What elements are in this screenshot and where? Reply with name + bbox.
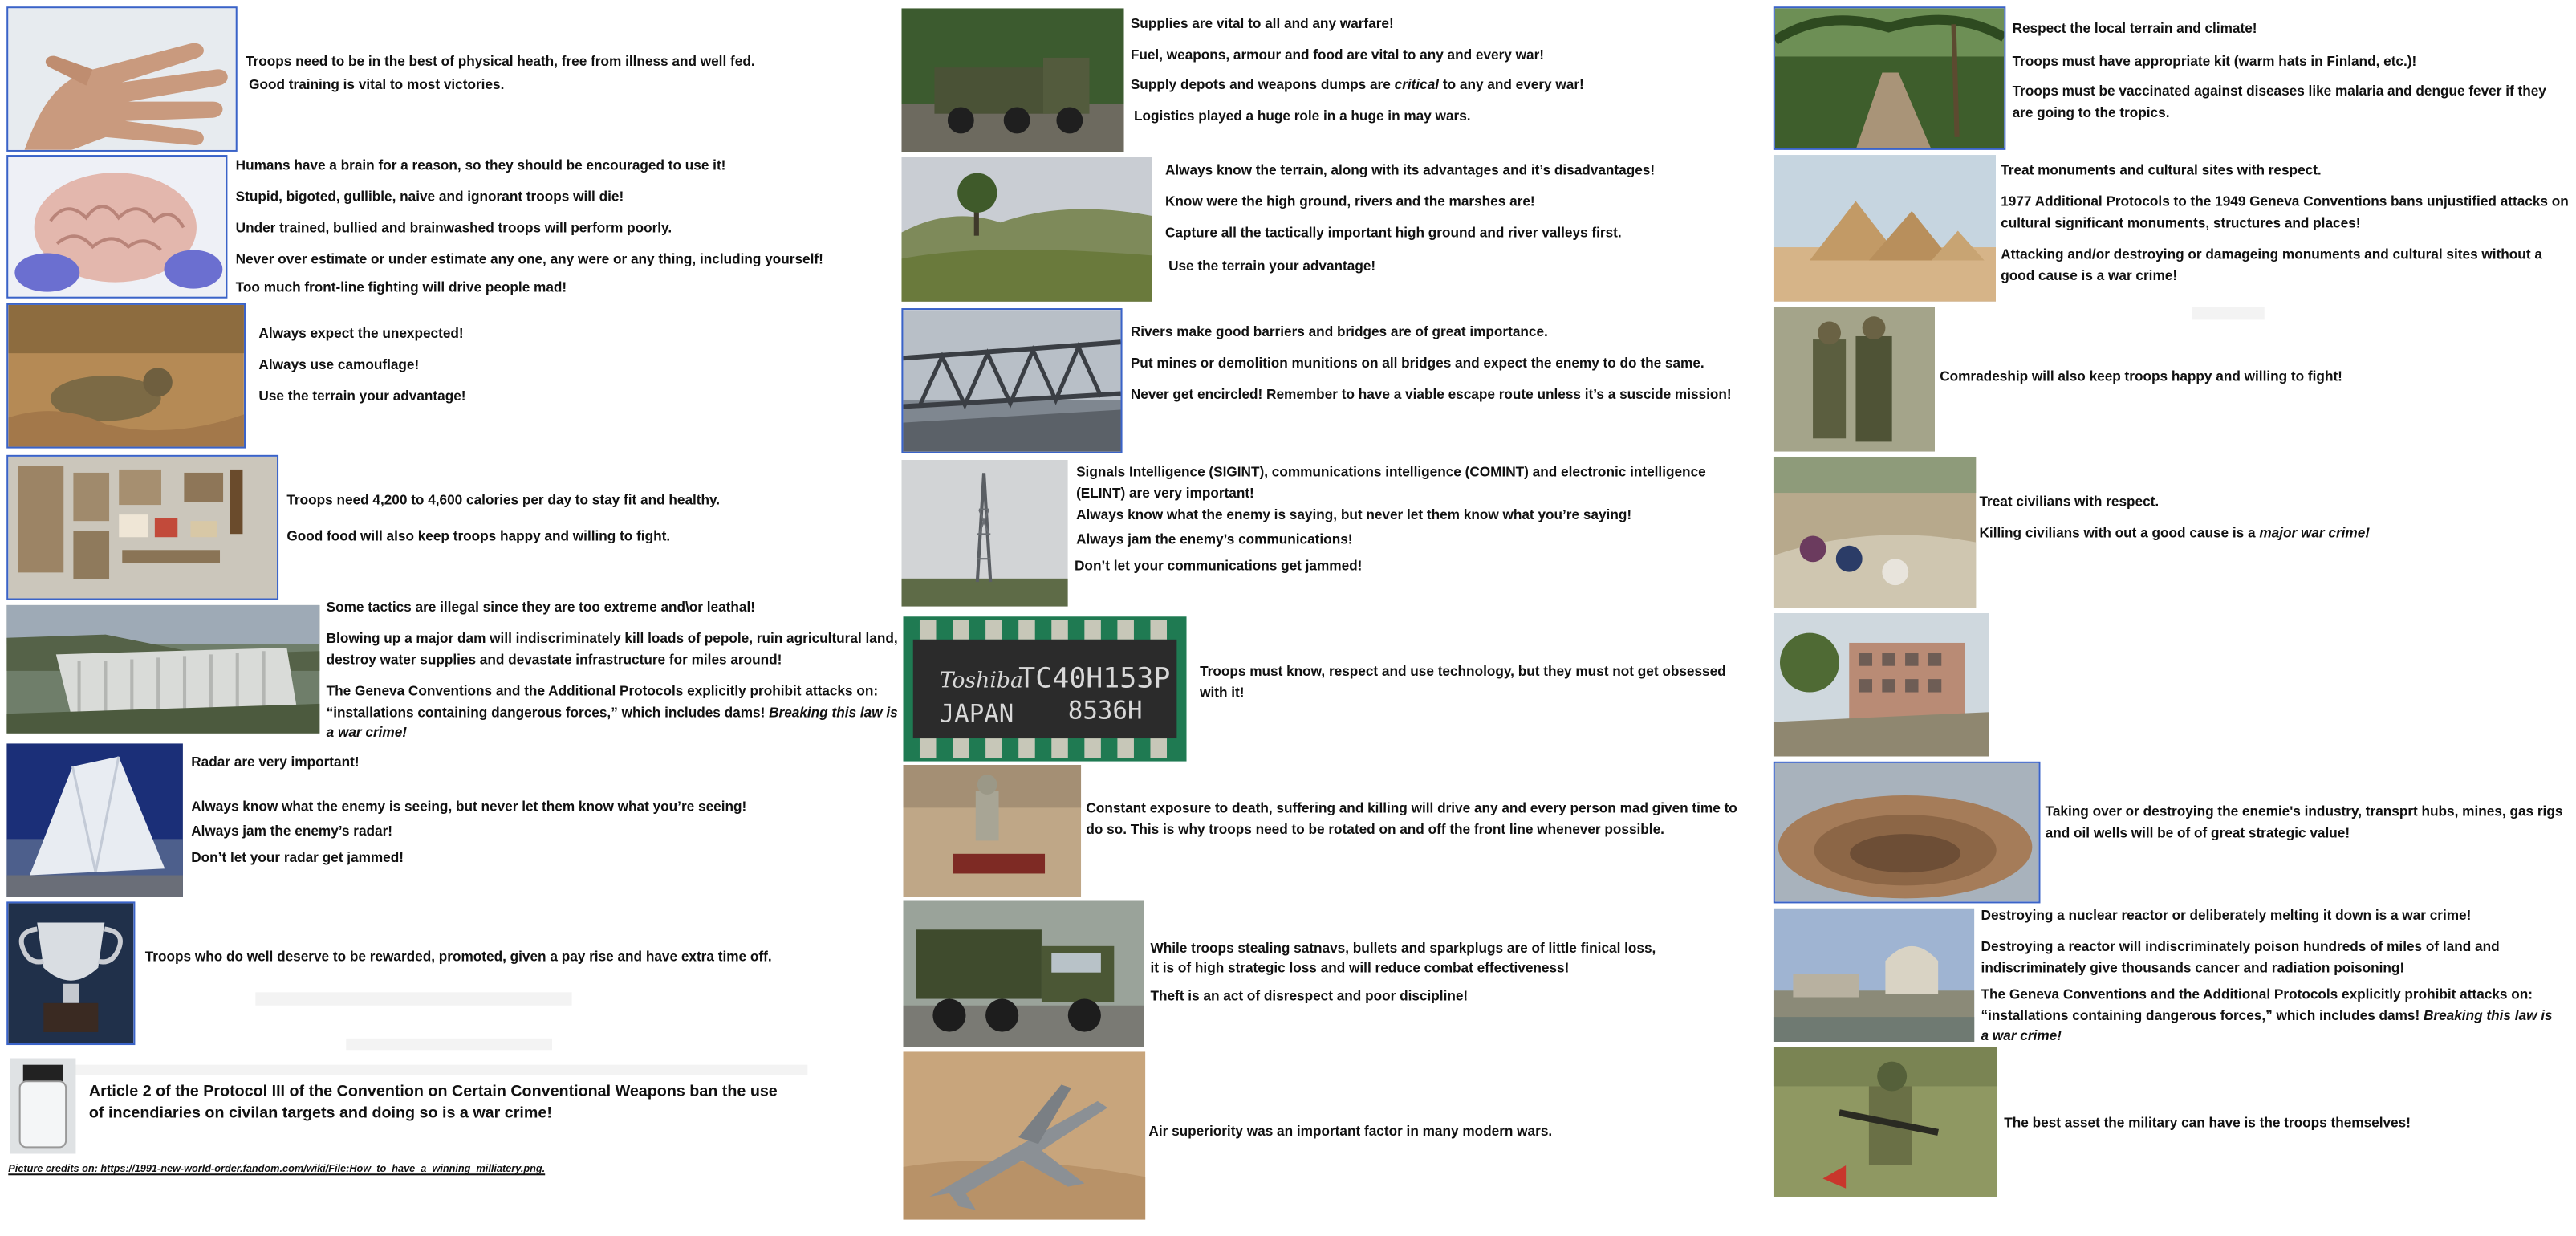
truck-text-1: Supplies are vital to all and any warfare!: [1130, 14, 1394, 32]
ruined-building-photo: [1774, 613, 1989, 757]
hand-text-1: Troops need to be in the best of physical heath, free from illness and well fed.: [246, 52, 755, 70]
jungle-text-3: Troops must be vaccinated against diseases like malaria and dengue fever if they are going to the tropics.: [2012, 82, 2546, 120]
truck-text-4: Logistics played a huge role in a huge in may wars.: [1133, 107, 1471, 124]
truck-text-3a: Supply depots and weapons dumps are: [1130, 75, 1395, 93]
food-text-2: Good food will also keep troops happy and willing to fight.: [286, 527, 671, 544]
hand-photo: [6, 6, 238, 152]
civilians-text-1: Treat civilians with respect.: [1979, 493, 2160, 510]
civilians-text-2: [1979, 522, 2370, 543]
pyramids-photo: [1774, 155, 1996, 302]
jungle-text-1: Respect the local terrain and climate!: [2012, 19, 2257, 37]
nuclear-reactor-photo: [1774, 909, 1975, 1042]
brain-text-4: Never over estimate or under estimate any one, any were or any thing, including yourself!: [235, 250, 823, 267]
camo-text-1: Always expect the unexpected!: [258, 324, 464, 342]
soldier-casualty-photo: [903, 765, 1081, 897]
jungle-text-2: Troops must have appropriate kit (warm hats in Finland, etc.)!: [2012, 52, 2417, 70]
trophy-photo: [6, 901, 135, 1045]
radar-dome-photo: [6, 743, 183, 897]
reactor-text-1: Destroying a nuclear reactor or deliberately melting it down is a war crime!: [1981, 906, 2472, 924]
truck-text-3: [1131, 74, 1584, 95]
dam-text-2: Blowing up a major dam will indiscriminately kill loads of pepole, ruin agricultural land, destroy water supplies and devastate infrastructure for miles around!: [326, 629, 898, 667]
radar-text-3: Always jam the enemy’s radar!: [191, 822, 393, 840]
comrades-text-1: Comradeship will also keep troops happy and willing to fight!: [1940, 367, 2342, 384]
camo-text-2: Always use camouflage!: [258, 356, 420, 373]
hill-text-4: Use the terrain your advantage!: [1168, 257, 1376, 274]
faded-bar-3: [50, 1065, 808, 1075]
radio-mast-photo: [901, 460, 1067, 607]
lorry-text-1: While troops stealing satnavs, bullets and sparkplugs are of little finical loss,: [1150, 939, 1656, 957]
hill-terrain-photo: [901, 157, 1152, 302]
mast-text-3: Always jam the enemy’s communications!: [1076, 531, 1353, 547]
incendiary-jar-photo: [10, 1058, 75, 1153]
pyramids-text-1: Treat monuments and cultural sites with respect.: [2001, 161, 2322, 178]
jar-text-1: Article 2 of the Protocol III of the Convention on Certain Conventional Weapons ban the use of incendiaries on civilan targets and doing so is a war crime!: [88, 1083, 778, 1124]
chip-code: TC40H153P: [1018, 662, 1171, 696]
bridge-text-3: Never get encircled! Remember to have a viable escape route unless it’s a suscide mission!: [1130, 385, 1732, 403]
radar-text-4: Don’t let your radar get jammed!: [191, 848, 404, 866]
hill-text-3: Capture all the tactically important high ground and river valleys first.: [1164, 224, 1622, 241]
dam-text-3: [327, 681, 900, 743]
civilians-text-2-plain: Killing civilians with out a good cause is a: [1979, 524, 2260, 541]
mast-text-2: Always know what the enemy is saying, but never let them know what you’re saying!: [1076, 506, 1632, 523]
brain-text-5: Too much front-line fighting will drive people mad!: [235, 279, 567, 295]
reactor-text-2: Destroying a reactor will indiscriminately poison hundreds of miles of land and indiscriminately give thousands cancer and radiation poisoning!: [1981, 937, 2500, 975]
dam-text-1: Some tactics are illegal since they are too extreme and\or leathal!: [326, 598, 756, 616]
hill-text-1: Always know the terrain, along with its advantages and it’s disadvantages!: [1164, 161, 1656, 178]
ration-pack-photo: [6, 455, 278, 600]
faded-bar-2: [346, 1039, 552, 1050]
fighter-jet-photo: [903, 1051, 1145, 1219]
hand-text-2: Good training is vital to most victories.: [249, 75, 505, 93]
brain-photo: [6, 155, 227, 299]
steel-bridge-photo: [901, 308, 1122, 453]
chip-date: 8536H: [1067, 695, 1143, 726]
trophy-text-1: Troops who do well deserve to be rewarded, promoted, given a pay rise and have extra time off.: [144, 947, 772, 965]
microchip-photo: [903, 616, 1186, 762]
comrades-photo: [1774, 307, 1935, 452]
truck-text-2: Fuel, weapons, armour and food are vital to any and every war!: [1130, 46, 1545, 63]
camouflage-soldier-photo: [6, 303, 246, 449]
faded-bar-4: [2192, 307, 2264, 319]
reactor-text-3-italic: Breaking this law is a war crime!: [1981, 1006, 2553, 1044]
civilians-text-2-italic: major war crime!: [2259, 524, 2371, 541]
reactor-text-3-plain: The Geneva Conventions and the Additional Protocols explicitly prohibit attacks on: “installations containing dangerous forces,” which includes dams!: [1981, 986, 2533, 1023]
lorry-text-2: it is of high strategic loss and will reduce combat effectiveness!: [1150, 959, 1570, 976]
civilians-photo: [1774, 457, 1977, 608]
food-text-1: Troops need 4,200 to 4,600 calories per day to stay fit and healthy.: [286, 491, 721, 508]
rifleman-photo: [1774, 1047, 1997, 1197]
soldiers-text-1: Constant exposure to death, suffering and killing will drive any and every person mad given time to do so. This is why troops need to be rotated on and off the front line whenever possible.: [1086, 799, 1737, 837]
pyramids-text-3: Attacking and/or destroying or damageing monuments and cultural sites without a good cause is a war crime!: [2001, 246, 2542, 283]
chip-text-1: Troops must know, respect and use technology, but they must not get obsessed with it!: [1200, 662, 1726, 701]
radar-text-2: Always know what the enemy is seeing, but never let them know what you’re seeing!: [191, 797, 747, 815]
brain-text-2: Stupid, bigoted, gullible, naive and ignorant troops will die!: [235, 188, 624, 205]
chip-brand: Toshiba: [939, 669, 1023, 694]
camo-text-3: Use the terrain your advantage!: [258, 387, 466, 405]
army-lorry-photo: [903, 900, 1144, 1047]
faded-bar-1: [255, 992, 571, 1005]
lorry-text-3: Theft is an act of disrespect and poor discipline!: [1150, 987, 1469, 1004]
bridge-text-2: Put mines or demolition munitions on all bridges and expect the enemy to do the same.: [1130, 354, 1704, 372]
mine-text-1: Taking over or destroying the enemie's industry, transprt hubs, mines, gas rigs and oil wells will be of of great strategic value!: [2045, 803, 2563, 840]
open-pit-mine-photo: [1774, 762, 2041, 904]
military-truck-photo: [901, 8, 1123, 152]
reactor-text-3: [1981, 984, 2558, 1047]
picture-credits: Picture credits on: https://1991-new-world-order.fandom.com/wiki/File:How_to_have_a_winning_milliatery.png.: [8, 1163, 546, 1176]
truck-text-3b: to any and every war!: [1439, 75, 1584, 93]
bridge-text-1: Rivers make good barriers and bridges are of great importance.: [1130, 323, 1548, 340]
dam-text-3-italic: Breaking this law is a war crime!: [326, 703, 898, 741]
brain-text-1: Humans have a brain for a reason, so they should be encouraged to use it!: [235, 157, 726, 173]
rifleman-text-1: The best asset the military can have is the troops themselves!: [2004, 1114, 2411, 1131]
radar-text-1: Radar are very important!: [191, 753, 360, 770]
dam-text-3-plain: The Geneva Conventions and the Additional Protocols explicitly prohibit attacks on: “installations containing dangerous forces,” which includes dams!: [326, 682, 879, 720]
truck-text-3-italic: critical: [1394, 75, 1440, 93]
brain-text-3: Under trained, bullied and brainwashed troops will perform poorly.: [235, 219, 672, 236]
dam-photo: [6, 605, 319, 734]
jungle-path-photo: [1774, 6, 2006, 150]
hill-text-2: Know were the high ground, rivers and the marshes are!: [1164, 193, 1535, 209]
chip-origin: JAPAN: [939, 698, 1014, 729]
mast-text-1: Signals Intelligence (SIGINT), communications intelligence (COMINT) and electronic intelligence (ELINT) are very important!: [1076, 463, 1706, 501]
mast-text-4: Don’t let your communications get jammed!: [1075, 557, 1363, 574]
pyramids-text-2: 1977 Additional Protocols to the 1949 Geneva Conventions bans unjustified attacks on cultural significant monuments, structures and places!: [2001, 193, 2569, 230]
jet-text-1: Air superiority was an important factor in many modern wars.: [1148, 1122, 1553, 1140]
